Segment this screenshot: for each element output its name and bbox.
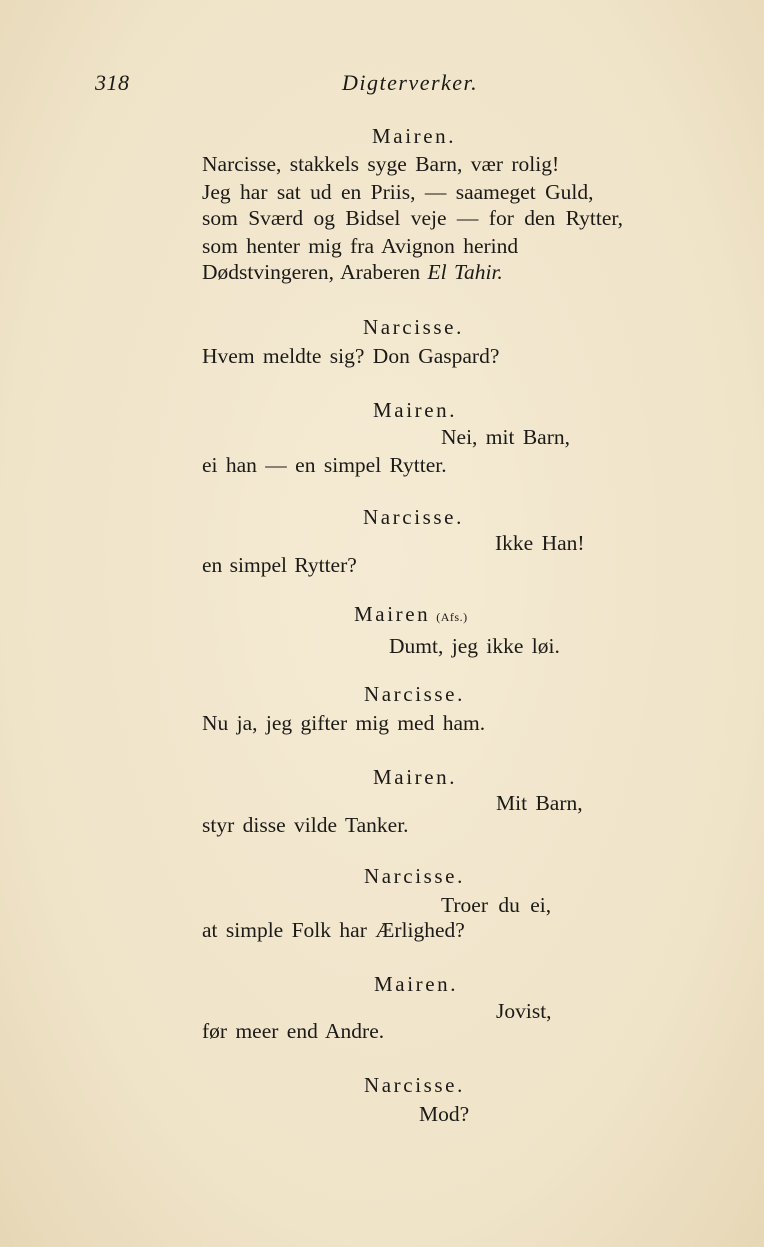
verse-line: før meer end Andre. <box>202 1019 385 1043</box>
verse-line <box>202 262 503 284</box>
verse-line: Jovist, <box>496 999 552 1023</box>
verse-line: ei han — en simpel Rytter. <box>202 453 447 477</box>
speaker-mairen <box>354 602 468 627</box>
speaker-mairen: Mairen. <box>373 765 458 789</box>
speaker-name: Mairen <box>354 602 431 626</box>
running-title: Digterverker. <box>342 70 479 95</box>
verse-line: Dumt, jeg ikke løi. <box>389 634 560 658</box>
verse-line: Jeg har sat ud en Priis, — saameget Guld, <box>202 180 594 204</box>
verse-line: som henter mig fra Avignon herind <box>202 234 519 258</box>
verse-line: styr disse vilde Tanker. <box>202 813 409 837</box>
verse-line: en simpel Rytter? <box>202 553 357 577</box>
verse-line: Troer du ei, <box>441 893 552 917</box>
speaker-narcisse: Narcisse. <box>363 315 464 339</box>
verse-line: Ikke Han! <box>495 531 585 555</box>
name-italic: El Tahir. <box>427 260 503 284</box>
speaker-narcisse: Narcisse. <box>364 864 465 888</box>
verse-line: Narcisse, stakkels syge Barn, vær rolig! <box>202 152 560 176</box>
speaker-mairen: Mairen. <box>372 124 457 148</box>
speaker-narcisse: Narcisse. <box>364 682 465 706</box>
verse-line: Mod? <box>419 1102 470 1126</box>
speaker-narcisse: Narcisse. <box>363 505 464 529</box>
page-number: 318 <box>95 70 130 95</box>
stage-direction: (Afs.) <box>436 610 468 624</box>
verse-line: Nei, mit Barn, <box>441 425 571 449</box>
verse-line: Mit Barn, <box>496 791 583 815</box>
verse-line: som Sværd og Bidsel veje — for den Rytter, <box>202 206 624 230</box>
speaker-mairen: Mairen. <box>373 398 458 422</box>
verse-line: Hvem meldte sig? Don Gaspard? <box>202 344 500 368</box>
speaker-narcisse: Narcisse. <box>364 1073 465 1097</box>
verse-text: Dødstvingeren, Araberen <box>202 260 428 284</box>
verse-line: Nu ja, jeg gifter mig med ham. <box>202 711 486 735</box>
verse-line: at simple Folk har Ærlighed? <box>202 918 465 942</box>
speaker-mairen: Mairen. <box>374 972 459 996</box>
